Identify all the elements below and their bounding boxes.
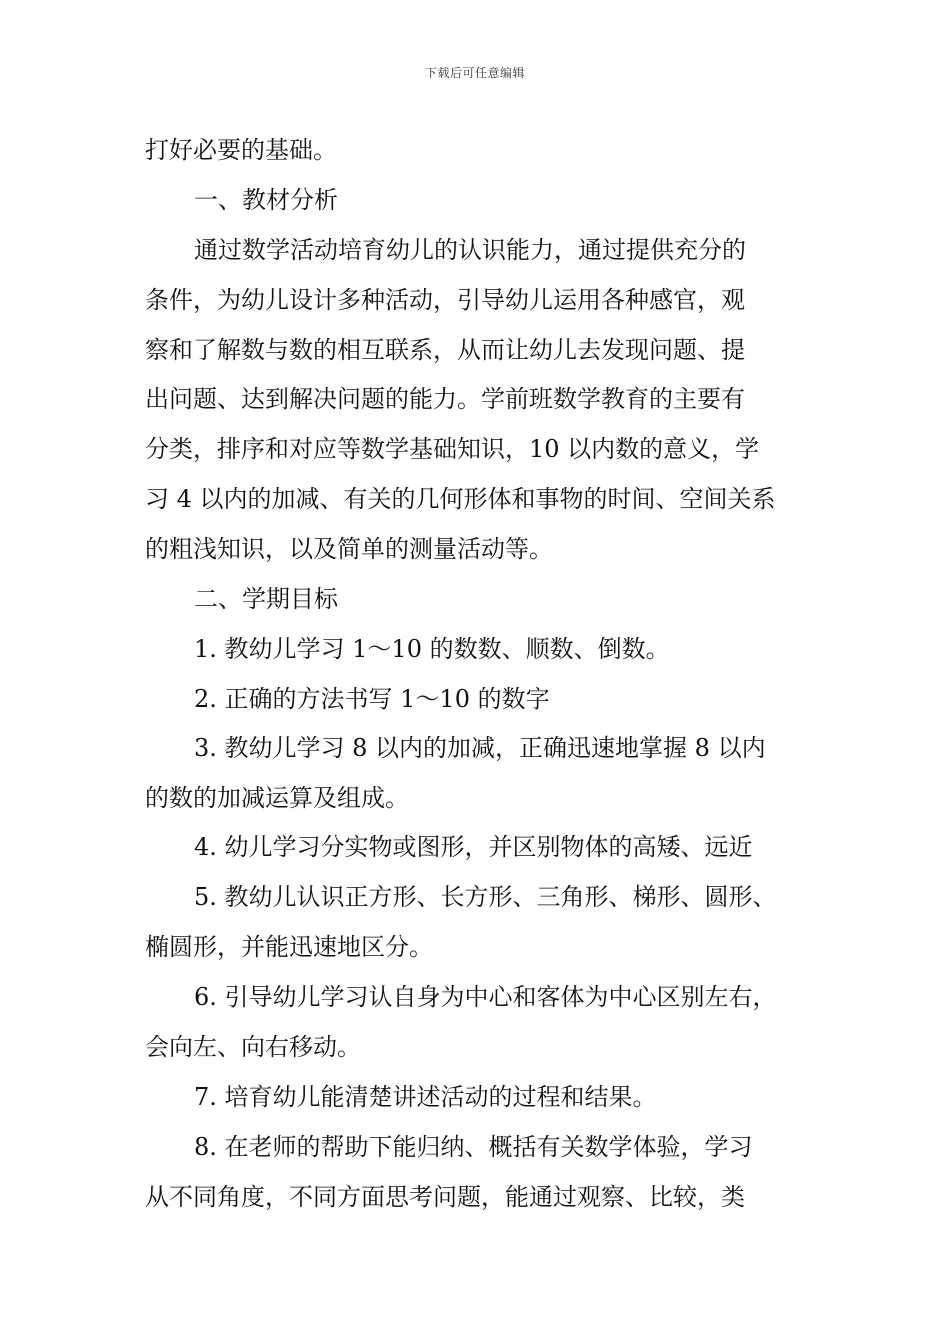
goal-item: 5. 教幼儿认识正方形、长方形、三角形、梯形、圆形、 [194, 883, 777, 911]
section-heading: 二、学期目标 [194, 585, 338, 613]
goal-item: 3. 教幼儿学习 8 以内的加减，正确迅速地掌握 8 以内 [194, 734, 766, 762]
body-line: 会向左、向右移动。 [145, 1033, 361, 1061]
goal-item: 4. 幼儿学习分实物或图形，并区别物体的高矮、远近 [194, 833, 753, 861]
body-line: 的数的加减运算及组成。 [145, 784, 409, 812]
body-line: 的粗浅知识，以及简单的测量活动等。 [145, 535, 553, 563]
section-heading: 一、教材分析 [194, 186, 338, 214]
body-line: 椭圆形，并能迅速地区分。 [145, 933, 433, 961]
goal-item: 1. 教幼儿学习 1～10 的数数、顺数、倒数。 [194, 635, 670, 663]
goal-item: 2. 正确的方法书写 1～10 的数字 [194, 685, 550, 713]
body-line: 打好必要的基础。 [145, 136, 337, 164]
goal-item: 6. 引导幼儿学习认自身为中心和客体为中心区别左右， [194, 983, 777, 1011]
body-line: 从不同角度，不同方面思考问题，能通过观察、比较，类 [145, 1183, 745, 1211]
body-line: 察和了解数与数的相互联系，从而让幼儿去发现问题、提 [145, 336, 745, 364]
page-header: 下载后可任意编辑 [424, 66, 525, 80]
body-line: 条件，为幼儿设计多种活动，引导幼儿运用各种感官，观 [145, 286, 745, 314]
body-line: 分类，排序和对应等数学基础知识，10 以内数的意义，学 [145, 435, 760, 463]
goal-item: 8. 在老师的帮助下能归纳、概括有关数学体验，学习 [194, 1133, 753, 1161]
body-line: 习 4 以内的加减、有关的几何形体和事物的时间、空间关系 [145, 485, 776, 513]
body-line: 通过数学活动培育幼儿的认识能力，通过提供充分的 [194, 236, 746, 264]
goal-item: 7. 培育幼儿能清楚讲述活动的过程和结果。 [194, 1083, 657, 1111]
body-line: 出问题、达到解决问题的能力。学前班数学教育的主要有 [145, 385, 745, 413]
